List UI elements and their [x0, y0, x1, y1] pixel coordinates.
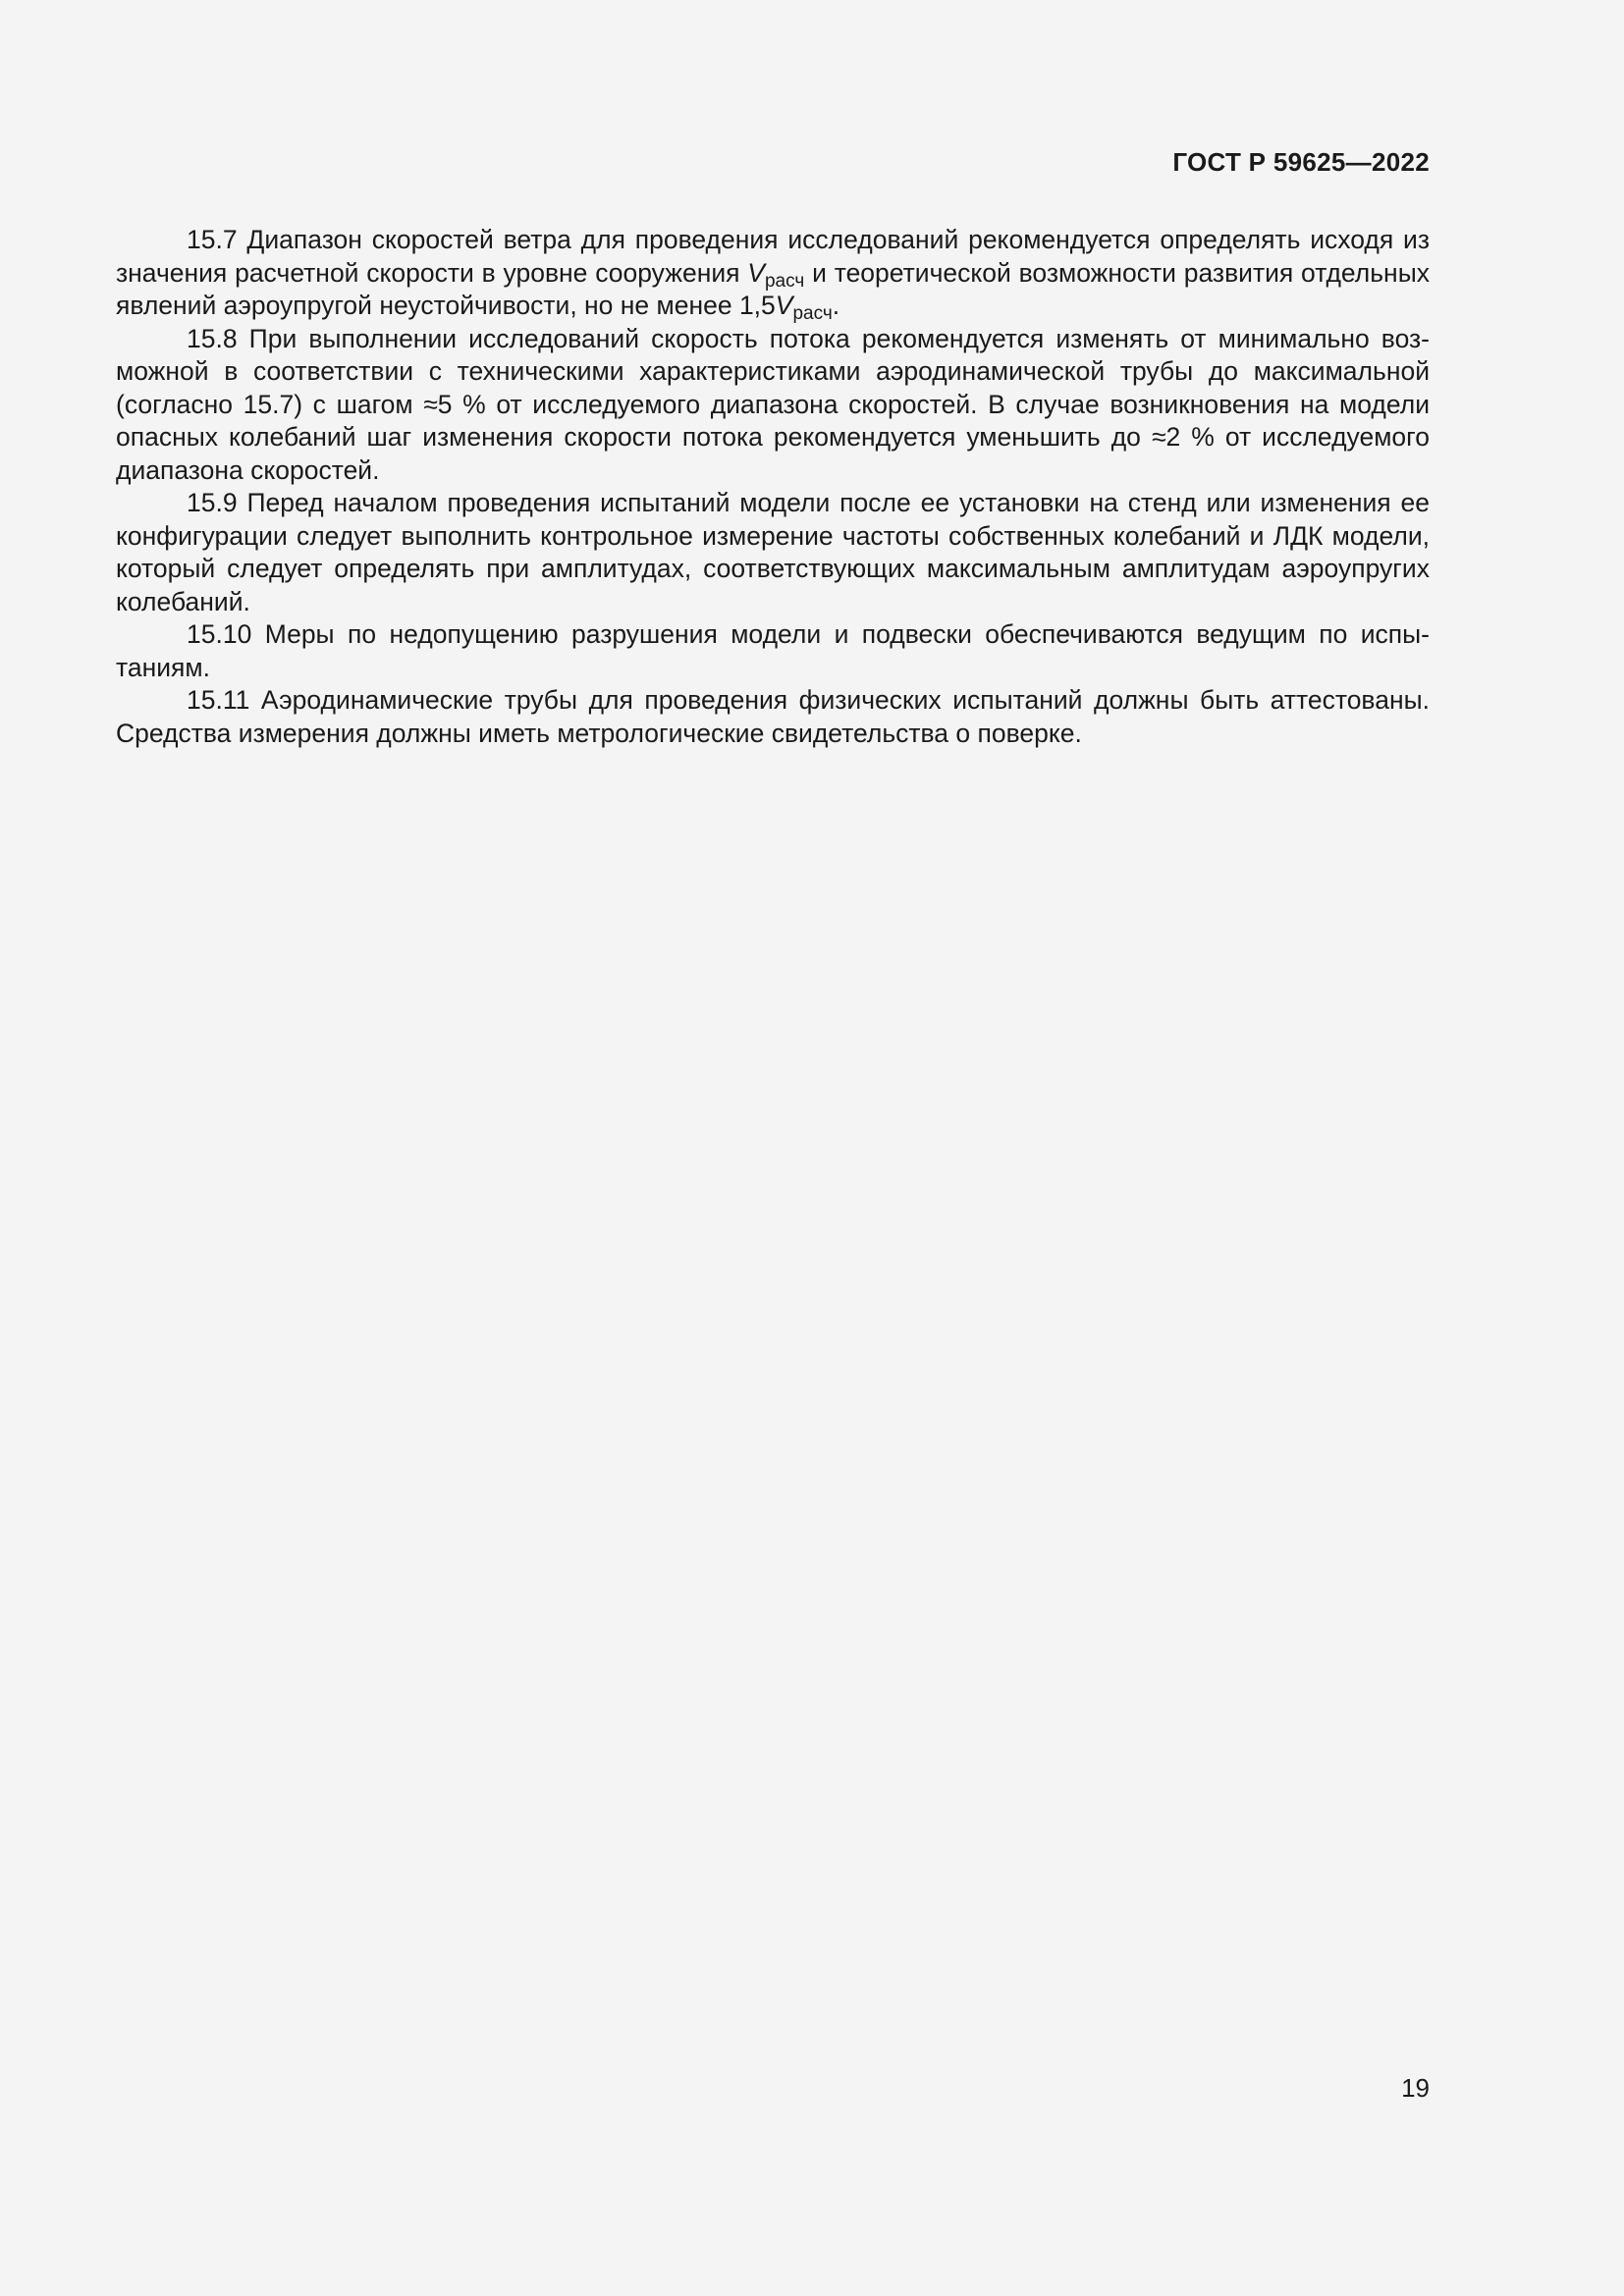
variable-v: V — [747, 257, 765, 288]
page-number: 19 — [1401, 2073, 1430, 2103]
paragraph-15-11: 15.11 Аэродинамические трубы для проведения физических испытаний должны быть аттестованы. Средства измерения должны иметь метрологические свидетельства о поверке. — [116, 685, 1430, 748]
variable-v: V — [775, 291, 793, 320]
subscript-rasch: расч — [792, 303, 833, 324]
paragraph-15-7 — [116, 224, 1430, 323]
paragraph-15-7-text-c: . — [832, 291, 840, 320]
paragraph-15-10: 15.10 Меры по недопущению разрушения модели и подвески обеспечиваются ведущим по испытаниям. — [116, 619, 1430, 682]
paragraph-15-9: 15.9 Перед началом проведения испытаний модели после ее установки на стенд или изменения ее конфигурации следует выполнить контрольное измерение частоты собственных колебаний и ЛДК модели, который следует определять при амплитудах, соответствующих максимальным амплитудам аэроупругих колебаний. — [116, 488, 1430, 616]
document-body — [116, 224, 1430, 750]
paragraph-15-7-text-a: 15.7 Диапазон скоростей ветра для проведения исследований рекомендуется определять исходя из значения расчетной скорости в уровне сооружения — [116, 225, 1430, 288]
paragraph-15-7-text-b: и теоретической возможности развития отдельных явлений аэроупругой неустойчивости, но не менее 1,5 — [116, 257, 1430, 320]
standard-designation: ГОСТ Р 59625—2022 — [1172, 147, 1430, 177]
paragraph-15-8: 15.8 При выполнении исследований скорость потока рекомендуется изменять от минимально возможной в соответствии с техническими характеристиками аэродинамической трубы до максимальной (согласно 15.7) с шагом ≈5 % от исследуемого диапазона скоростей. В случае возникновения на модели опасных колебаний шаг изменения скорости потока рекомендуется уменьшить до ≈2 % от исследуемого диапазона скоростей. — [116, 323, 1430, 485]
subscript-rasch: расч — [764, 270, 805, 292]
